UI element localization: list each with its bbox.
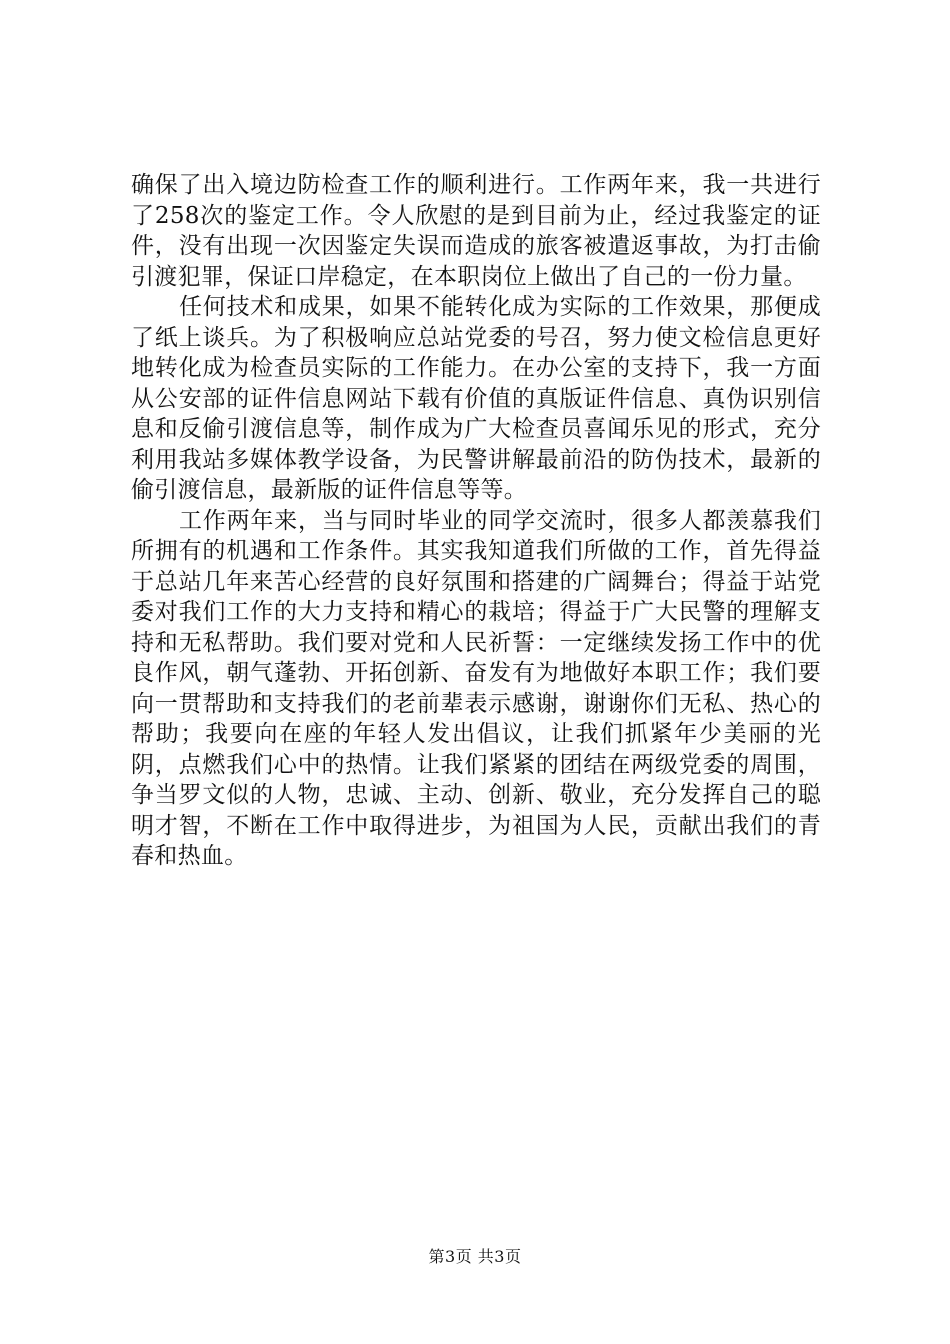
- paragraph-gratitude-pledge: 工作两年来，当与同时毕业的同学交流时，很多人都羡慕我们所拥有的机遇和工作条件。其实我知道我们所做的工作，首先得益于总站几年来苦心经营的良好氛围和搭建的广阔舞台；得益于站党委对我们工作的大力支持和精心的栽培；得益于广大民警的理解支持和无私帮助。我们要对党和人民祈誓：一定继续发扬工作中的优良作风，朝气蓬勃、开拓创新、奋发有为地做好本职工作；我们要向一贯帮助和支持我们的老前辈表示感谢，谢谢你们无私、热心的帮助；我要向在座的年轻人发出倡议，让我们抓紧年少美丽的光阴，点燃我们心中的热情。让我们紧紧的团结在两级党委的周围，争当罗文似的人物，忠诚、主动、创新、敬业，充分发挥自己的聪明才智，不断在工作中取得进步，为祖国为人民，贡献出我们的青春和热血。: [131, 507, 821, 869]
- paragraph-continuation: 确保了出入境边防检查工作的顺利进行。工作两年来，我一共进行了258次的鉴定工作。令人欣慰的是到目前为止，经过我鉴定的证件，没有出现一次因鉴定失误而造成的旅客被遣返事故，为打击偷引渡犯罪，保证口岸稳定，在本职岗位上做出了自己的一份力量。: [131, 172, 821, 290]
- paragraph-technology-results: 任何技术和成果，如果不能转化成为实际的工作效果，那便成了纸上谈兵。为了积极响应总站党委的号召，努力使文检信息更好地转化成为检查员实际的工作能力。在办公室的支持下，我一方面从公安部的证件信息网站下载有价值的真版证件信息、真伪识别信息和反偷引渡信息等，制作成为广大检查员喜闻乐见的形式，充分利用我站多媒体教学设备，为民警讲解最前沿的防伪技术，最新的偷引渡信息，最新版的证件信息等等。: [131, 294, 821, 503]
- page-number-footer: 第3页 共3页: [428, 1247, 522, 1266]
- document-body: [131, 170, 821, 872]
